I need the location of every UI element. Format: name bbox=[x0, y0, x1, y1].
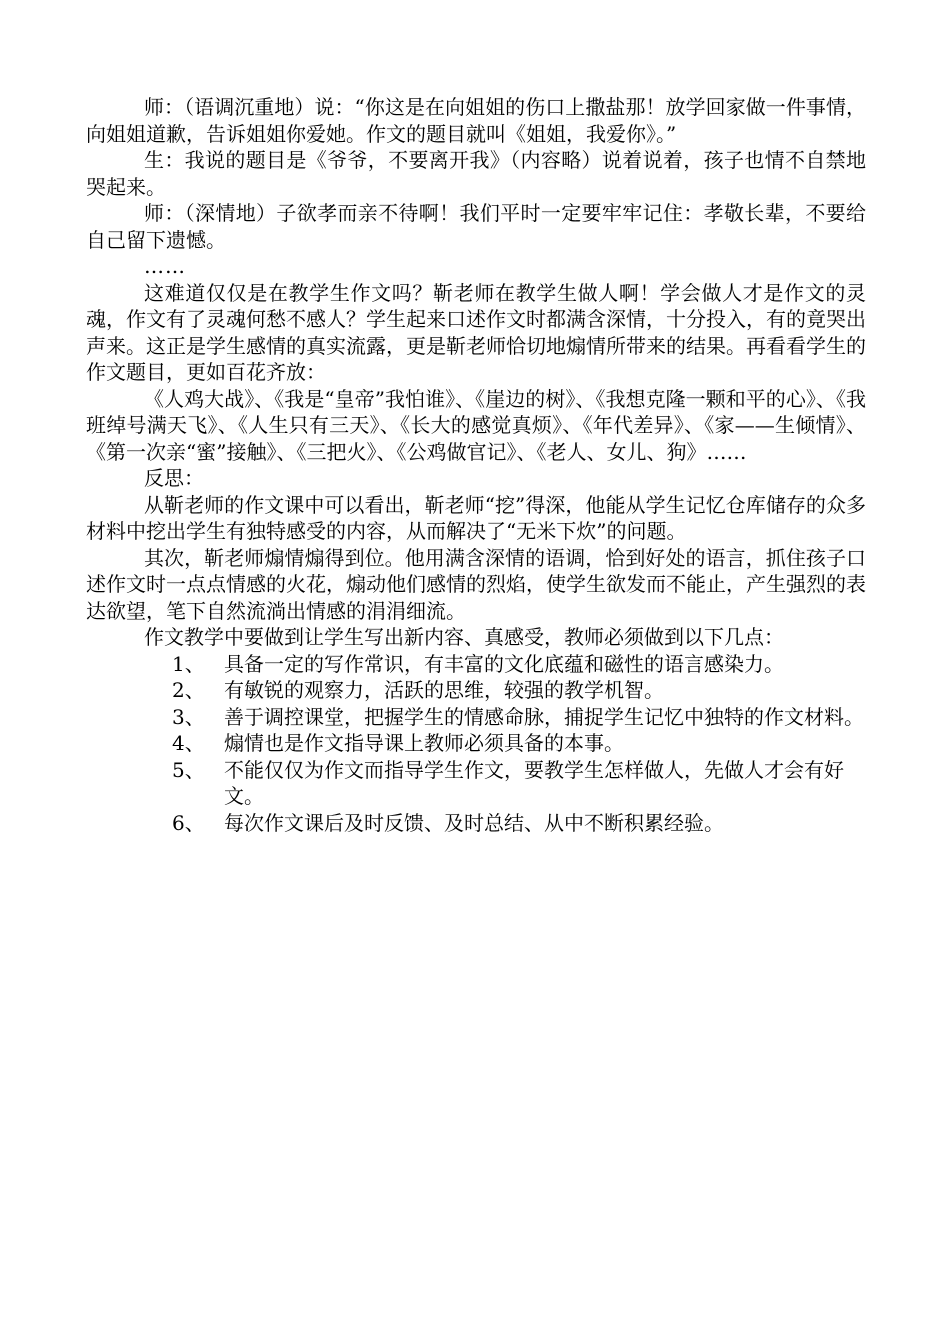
paragraph-teacher-reply: 师：（深情地）子欲孝而亲不待啊！我们平时一定要牢牢记住：孝敬长辈，不要给自己留下遗憾。 bbox=[86, 201, 866, 252]
document-body bbox=[86, 94, 866, 836]
list-item-text: 每次作文课后及时反馈、及时总结、从中不断积累经验。 bbox=[224, 810, 724, 835]
paragraph-reflection-1: 从靳老师的作文课中可以看出，靳老师“挖”得深，他能从学生记忆仓库储存的众多材料中挖出学生有独特感受的内容，从而解决了“无米下炊”的问题。 bbox=[86, 492, 866, 543]
paragraph-commentary: 这难道仅仅是在教学生作文吗？靳老师在教学生做人啊！学会做人才是作文的灵魂，作文有了灵魂何愁不感人？学生起来口述作文时都满含深情，十分投入，有的竟哭出声来。这正是学生感情的真实流露，更是靳老师恰切地煽情所带来的结果。再看看学生的作文题目，更如百花齐放： bbox=[86, 280, 866, 384]
list-item bbox=[86, 677, 866, 704]
list-item bbox=[86, 810, 866, 837]
list-item-text: 不能仅仅为作文而指导学生作文，要教学生怎样做人，先做人才会有好文。 bbox=[224, 757, 844, 808]
list-item-number: 4、 bbox=[172, 731, 205, 755]
list-item-number: 5、 bbox=[172, 757, 205, 782]
list-item bbox=[86, 704, 866, 731]
list-item bbox=[86, 730, 866, 757]
paragraph-ellipsis: …… bbox=[144, 254, 186, 278]
list-item-text: 煽情也是作文指导课上教师必须具备的本事。 bbox=[224, 731, 624, 755]
paragraph-student-speech: 生：我说的题目是《爷爷，不要离开我》（内容略）说着说着，孩子也情不自禁地哭起来。 bbox=[86, 148, 866, 199]
list-item-number: 1、 bbox=[172, 651, 205, 676]
paragraph-reflection-heading: 反思： bbox=[144, 466, 204, 490]
list-item-number: 3、 bbox=[172, 704, 205, 729]
list-item-text: 具备一定的写作常识，有丰富的文化底蕴和磁性的语言感染力。 bbox=[224, 651, 784, 676]
paragraph-essay-titles: 《人鸡大战》、《我是“皇帝”我怕谁》、《崖边的树》、《我想克隆一颗和平的心》、《我班绰号满天飞》、《人生只有三天》、《长大的感觉真烦》、《年代差异》、《家——生倾情》、《第一次亲“蜜”接触》、《三把火》、《公鸡做官记》、《老人、女儿、狗》…… bbox=[86, 386, 866, 464]
list-item-number: 6、 bbox=[172, 810, 205, 835]
list-item-text: 善于调控课堂，把握学生的情感命脉，捕捉学生记忆中独特的作文材料。 bbox=[224, 704, 864, 729]
numbered-list bbox=[86, 651, 866, 837]
paragraph-teacher-speech: 师：（语调沉重地）说：“你这是在向姐姐的伤口上撒盐那！放学回家做一件事情，向姐姐道歉，告诉姐姐你爱她。作文的题目就叫《姐姐，我爱你》。” bbox=[86, 95, 866, 146]
list-item bbox=[86, 757, 866, 810]
list-item-number: 2、 bbox=[172, 678, 205, 702]
list-item-text: 有敏锐的观察力，活跃的思维，较强的教学机智。 bbox=[224, 678, 664, 702]
paragraph-reflection-2: 其次，靳老师煽情煽得到位。他用满含深情的语调，恰到好处的语言，抓住孩子口述作文时一点点情感的火花，煽动他们感情的烈焰，使学生欲发而不能止，产生强烈的表达欲望，笔下自然流淌出情感的涓涓细流。 bbox=[86, 545, 866, 623]
list-item bbox=[86, 651, 866, 678]
paragraph-list-intro: 作文教学中要做到让学生写出新内容、真感受，教师必须做到以下几点： bbox=[144, 625, 784, 649]
